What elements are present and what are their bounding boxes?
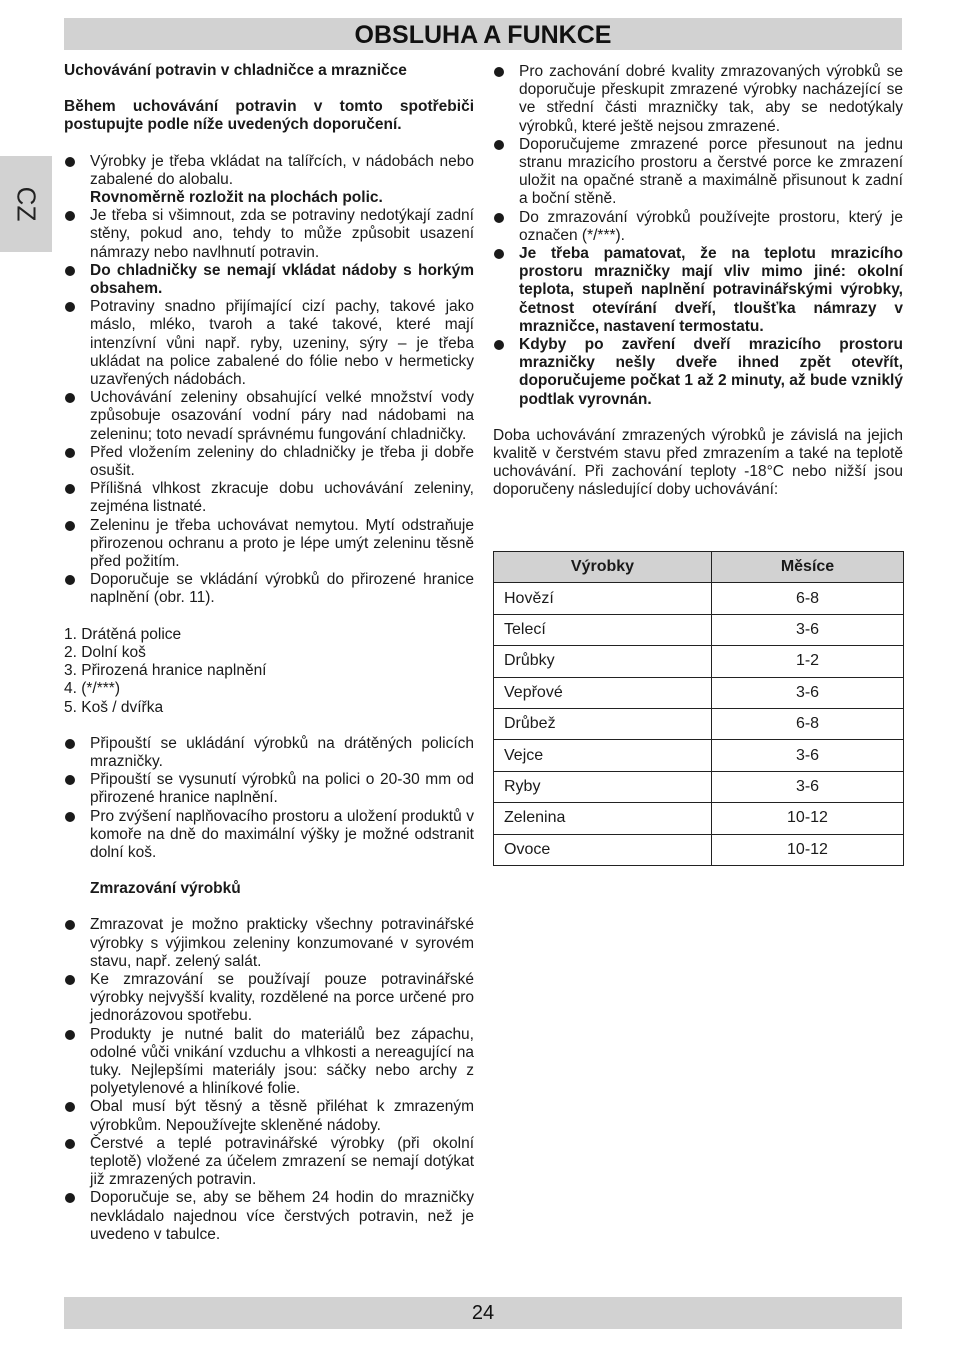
bullet-icon: [65, 920, 75, 930]
table-row: [494, 677, 904, 708]
section-heading: Uchovávání potravin v chladničce a mrazničce: [64, 62, 407, 79]
months-cell: 3-6: [712, 614, 904, 645]
months-cell: 6-8: [712, 708, 904, 739]
list-item: Doporučuje se, aby se během 24 hodin do mrazničky nevkládalo najednou více čerstvých potravin, než je uvedeno v tabulce.: [64, 1189, 474, 1244]
bullet-icon: [65, 393, 75, 403]
bullet-icon: [494, 140, 504, 150]
bullet-icon: [65, 211, 75, 221]
list-item: Připouští se vysunutí výrobků na polici o 20-30 mm od přirozené hranice naplnění.: [64, 771, 474, 807]
bullet-icon: [65, 1139, 75, 1149]
bullet-icon: [65, 739, 75, 749]
list-item: Zeleninu je třeba uchovávat nemytou. Mytí odstraňuje přirozenou ochranu a proto je lépe umýt zeleninu těsně před požitím.: [64, 517, 474, 572]
months-cell: 1-2: [712, 646, 904, 677]
list-item: Ke zmrazování se používají pouze potravinářské výrobky nejvyšší kvality, rozdělené na porce určené pro jednorázovou spotřebu.: [64, 971, 474, 1026]
list-item: Výrobky je třeba vkládat na talířcích, v nádobách nebo zabalené do alobalu. Rovnoměrně rozložit na plochách polic.: [64, 153, 474, 208]
product-cell: Ovoce: [494, 834, 712, 865]
freezer-placement-list: [64, 735, 474, 862]
legend-item: 3. Přirozená hranice naplnění: [64, 662, 267, 680]
list-item: Doporučuje se vkládání výrobků do přirozené hranice naplnění (obr. 11).: [64, 571, 474, 607]
bullet-icon: [494, 340, 504, 350]
bullet-icon: [65, 302, 75, 312]
table-row: [494, 614, 904, 645]
subsection-heading: Zmrazování výrobků: [90, 880, 241, 898]
list-item: Do zmrazování výrobků používejte prostoru, který je označen (*/***).: [493, 209, 903, 245]
legend-item: 5. Koš / dvířka: [64, 698, 164, 716]
bullet-icon: [494, 249, 504, 259]
bullet-icon: [65, 1102, 75, 1112]
product-cell: Vepřové: [494, 677, 712, 708]
intro-paragraph: Během uchovávání potravin v tomto spotřebiči postupujte podle níže uvedených doporučení.: [64, 98, 474, 134]
bullet-icon: [65, 1193, 75, 1203]
list-item: Produkty je nutné balit do materiálů bez zápachu, odolné vůči vnikání vzduchu a vlhkosti a nereagující na tuky. Nejlepšími materiály jsou: sáčky nebo archy z polyetylenové a hliníkové folie.: [64, 1026, 474, 1099]
list-item: Obal musí být těsný a těsně přiléhat k zmrazeným výrobkům. Nepoužívejte skleněné nádoby.: [64, 1098, 474, 1134]
product-cell: Ryby: [494, 771, 712, 802]
list-item: Pro zvýšení naplňovacího prostoru a uložení produktů v komoře na dně do maximální výšky je možné odstranit dolní koš.: [64, 808, 474, 863]
list-item: Uchovávání zeleniny obsahující velké množství vody způsobuje osazování vodní páry nad nádobami na zeleninu; toto nevadí správnému fungování chladničky.: [64, 389, 474, 444]
table-row: [494, 646, 904, 677]
months-cell: 3-6: [712, 771, 904, 802]
page-number: 24: [471, 1302, 495, 1324]
bullet-icon: [65, 575, 75, 585]
bullet-icon: [65, 775, 75, 785]
language-tab: [0, 156, 52, 252]
legend-item: 2. Dolní koš: [64, 643, 146, 661]
months-cell: 3-6: [712, 740, 904, 771]
product-cell: Drůbky: [494, 646, 712, 677]
list-item: Čerstvé a teplé potravinářské výrobky (při okolní teplotě) vložené za účelem zmrazení se nemají dotýkat již zmrazených potravin.: [64, 1135, 474, 1190]
list-item: Potraviny snadno přijímající cizí pachy, takové jako máslo, mléko, tvaroh a také takové, které mají intenzívní vůni např. ryby, uzeniny, sýry – je třeba ukládat na police zabalené do fólie nebo v hermeticky uzavřených nádobách.: [64, 298, 474, 389]
bullet-icon: [65, 266, 75, 276]
bullet-icon: [65, 975, 75, 985]
storage-duration-paragraph: Doba uchovávání zmrazených výrobků je závislá na jejich kvalitě v čerstvém stavu před zmrazením a také na teplotě uchovávání. Při zachování teploty -18°C nebo nižší jsou doporučeny následující doby uchovávání:: [493, 426, 903, 499]
freezing-tips-list: [64, 916, 474, 1244]
left-column: [64, 62, 474, 1244]
list-item: Do chladničky se nemají vkládat nádoby s horkým obsahem.: [64, 262, 474, 298]
list-item: Pro zachování dobré kvality zmrazovaných výrobků se doporučuje přeskupit zmrazené výrobky nacházející se ve střední části mrazničky tak, aby se nedotýkaly výrobků, které ještě nejsou zmrazené.: [493, 63, 903, 136]
list-item: Zmrazovat je možno prakticky všechny potravinářské výrobky s výjimkou zeleniny konzumované v syrovém stavu, např. zelený salát.: [64, 916, 474, 971]
bullet-icon: [65, 812, 75, 822]
bullet-icon: [65, 521, 75, 531]
freezing-advice-list: [493, 63, 903, 409]
list-item: Je třeba si všimnout, zda se potraviny nedotýkají zadní stěny, pokud ano, tehdy to může způsobit usazení námrazy nebo navlhnutí potravin.: [64, 207, 474, 262]
figure-legend-list: [64, 626, 474, 717]
bullet-icon: [494, 67, 504, 77]
months-cell: 3-6: [712, 677, 904, 708]
list-item: Je třeba pamatovat, že na teplotu mrazicího prostoru mrazničky mají vliv mimo jiné: okolní teplota, stupeň naplnění potravinářskými výrobky, četnost otevírání dveří, tloušťka námrazy v mrazničce, nastavení termostatu.: [493, 245, 903, 336]
column-header-months: Měsíce: [712, 552, 904, 583]
page-header: [64, 18, 902, 50]
storage-time-table: [493, 551, 904, 866]
legend-item: 4. (*/***): [64, 680, 120, 698]
list-item: Kdyby po zavření dveří mrazicího prostoru mrazničky nešly dveře ihned zpět otevřít, doporučujeme počkat 1 až 2 minuty, až bude vzniklý podtlak vyrovnán.: [493, 336, 903, 409]
product-cell: Vejce: [494, 740, 712, 771]
bullet-icon: [65, 484, 75, 494]
product-cell: Zelenina: [494, 803, 712, 834]
table-row: [494, 583, 904, 614]
column-header-products: Výrobky: [494, 552, 712, 583]
table-header-row: [494, 552, 904, 583]
bullet-icon: [65, 1030, 75, 1040]
table-row: [494, 834, 904, 865]
list-item: Doporučujeme zmrazené porce přesunout na jednu stranu mrazicího prostoru a čerstvé porce ke zmrazení uložit na opačné straně a maximálně přisunout k zadní a boční stěně.: [493, 136, 903, 209]
bullet-icon: [65, 448, 75, 458]
list-item: Připouští se ukládání výrobků na drátěných policích mrazničky.: [64, 735, 474, 771]
table-row: [494, 771, 904, 802]
months-cell: 6-8: [712, 583, 904, 614]
page-title: OBSLUHA A FUNKCE: [354, 21, 612, 49]
bullet-icon: [494, 213, 504, 223]
months-cell: 10-12: [712, 803, 904, 834]
table-row: [494, 740, 904, 771]
table-row: [494, 708, 904, 739]
page-footer: [64, 1297, 902, 1329]
table-row: [494, 803, 904, 834]
product-cell: Telecí: [494, 614, 712, 645]
list-item: Před vložením zeleniny do chladničky je třeba ji dobře osušit.: [64, 444, 474, 480]
right-column: [493, 63, 903, 500]
product-cell: Drůbež: [494, 708, 712, 739]
language-code: CZ: [11, 186, 42, 222]
list-item: Přílišná vlhkost zkracuje dobu uchovávání zeleniny, zejména listnaté.: [64, 480, 474, 516]
storage-tips-list: [64, 153, 474, 608]
legend-item: 1. Drátěná police: [64, 625, 182, 643]
months-cell: 10-12: [712, 834, 904, 865]
product-cell: Hovězí: [494, 583, 712, 614]
bullet-icon: [65, 157, 75, 167]
